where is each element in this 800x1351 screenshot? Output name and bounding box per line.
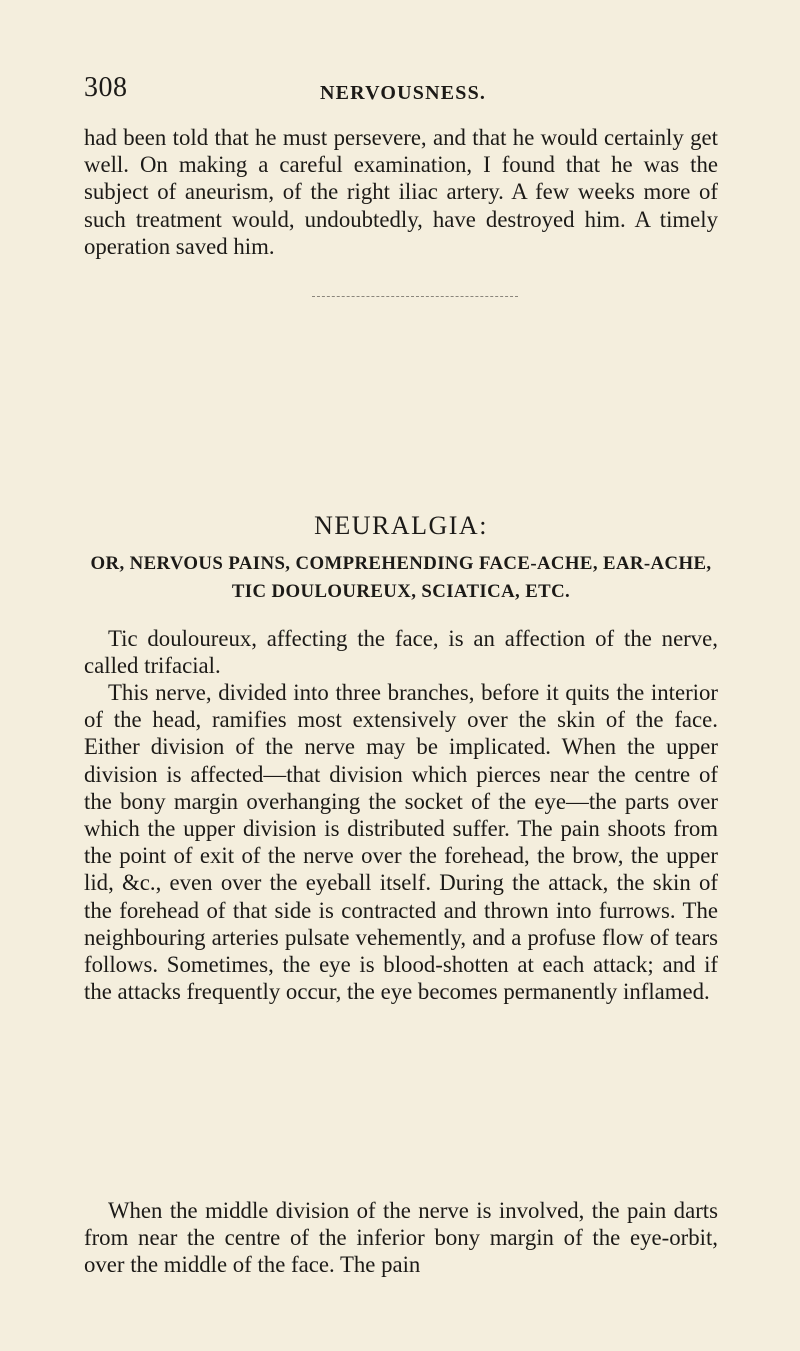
paragraph-1: had been told that he must persevere, and that he would certainly get well. On making a careful examination, I found that he was the subject of aneurism, of the right iliac artery. A few weeks more of such treatment would, undoubtedly, have destroyed him. A timely operation saved him. <box>84 125 718 259</box>
section-title: NEURALGIA: <box>314 511 488 540</box>
section-subtitle: OR, NERVOUS PAINS, COMPREHENDING FACE-ACHE, EAR-ACHE, TIC DOULOUREUX, SCIATICA, ETC. <box>90 553 712 602</box>
section-separator <box>312 296 518 297</box>
paragraph-2: Tic douloureux, affecting the face, is an affection of the nerve, called trifacial. <box>84 626 718 679</box>
paragraph-4: When the middle division of the nerve is involved, the pain darts from near the centre of the inferior bony margin of the eye-orbit, over the middle of the face. The pain <box>84 1198 718 1278</box>
paragraph-3: This nerve, divided into three branches, before it quits the interior of the head, ramifies most extensively over the skin of the face. Either division of the nerve may be implicated. When the upper division is affected—that division which pierces near the centre of the bony margin overhanging the socket of the eye—the parts over which the upper division is distributed suffer. The pain shoots from the point of exit of the nerve over the forehead, the brow, the upper lid, &c., even over the eyeball itself. During the attack, the skin of the forehead of that side is contracted and thrown into furrows. The neighbouring arteries pulsate vehemently, and a profuse flow of tears follows. Sometimes, the eye is blood-shotten at each attack; and if the attacks frequently occur, the eye becomes permanently inflamed. <box>84 680 718 1005</box>
running-head: NERVOUSNESS. <box>320 82 487 104</box>
page-header <box>84 72 718 112</box>
page-number: 308 <box>84 72 128 103</box>
